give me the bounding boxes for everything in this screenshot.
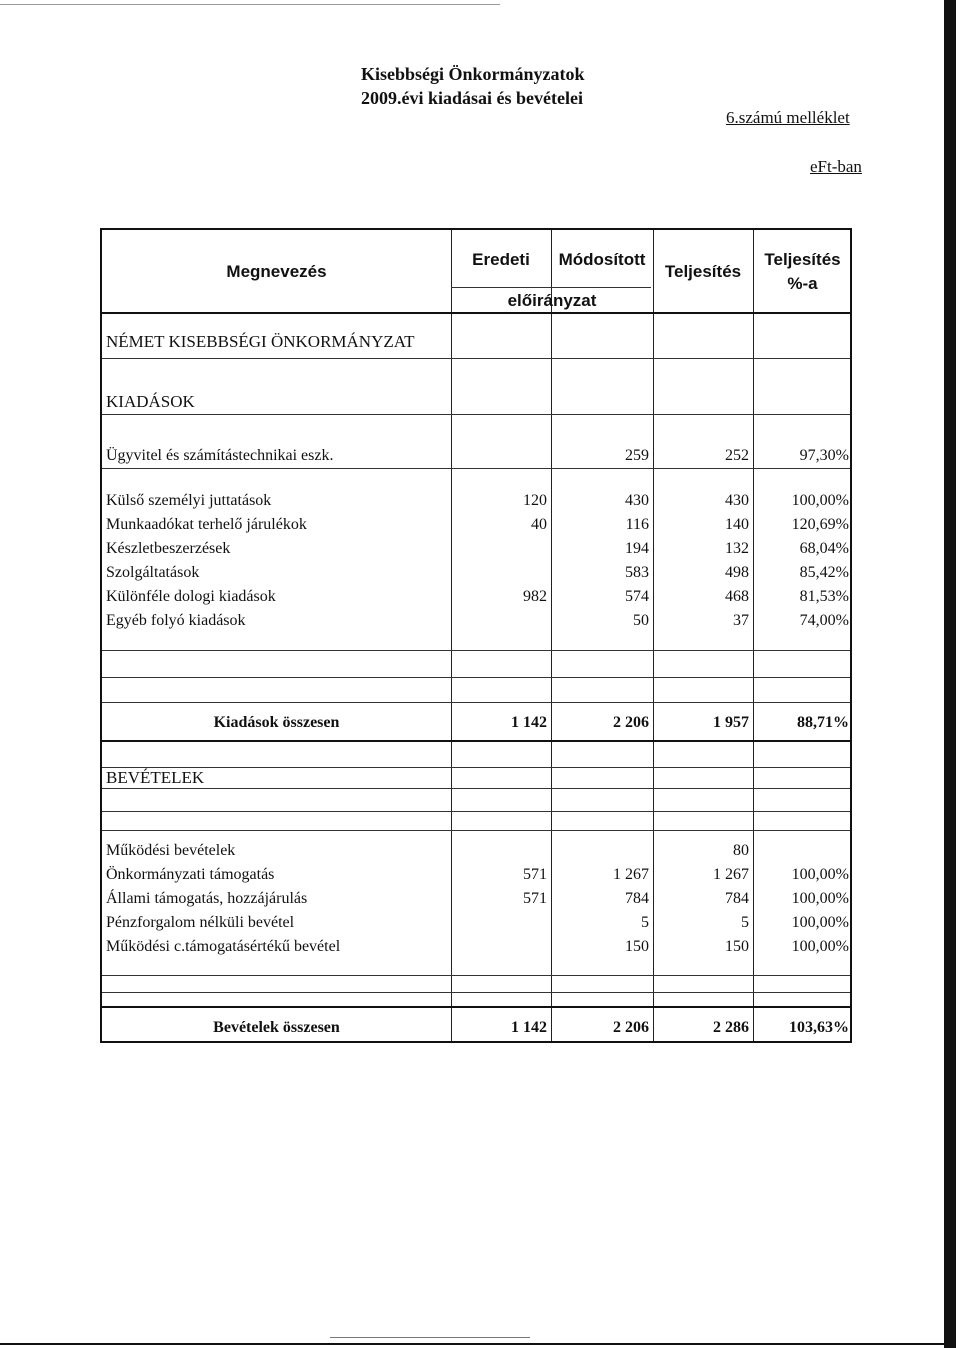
row-performance: 430: [725, 492, 749, 509]
budget-table: [100, 228, 852, 1043]
row-line: [102, 767, 850, 768]
row-performance: 132: [725, 540, 749, 557]
row-pct: 100,00%: [791, 914, 849, 931]
row-pct: 97,30%: [799, 447, 849, 464]
expenses-heading: KIADÁSOK: [106, 392, 195, 411]
row-original: 982: [523, 588, 547, 605]
row-performance: 150: [725, 938, 749, 955]
col-header-appropriation: előirányzat: [507, 291, 597, 310]
row-pct: 100,00%: [791, 938, 849, 955]
total-modified: 2 206: [613, 1019, 649, 1036]
row-performance: 1 267: [713, 866, 749, 883]
row-pct: 120,69%: [791, 516, 849, 533]
row-pct: 81,53%: [799, 588, 849, 605]
total-original: 1 142: [511, 714, 547, 731]
total-name: Bevételek összesen: [213, 1019, 340, 1036]
row-performance: 468: [725, 588, 749, 605]
total-performance: 1 957: [713, 714, 749, 731]
revenues-heading: BEVÉTELEK: [106, 768, 205, 787]
row-name: Ügyvitel és számítástechnikai eszk.: [106, 447, 334, 464]
row-line: [102, 1006, 850, 1008]
row-performance: 140: [725, 516, 749, 533]
row-modified: 259: [625, 447, 649, 464]
total-pct: 103,63%: [789, 1019, 849, 1036]
org-name: NÉMET KISEBBSÉGI ÖNKORMÁNYZAT: [106, 332, 415, 351]
header-bottom-line: [102, 312, 850, 314]
row-line: [102, 992, 850, 993]
row-name: Készletbeszerzések: [106, 540, 231, 557]
row-line: [102, 830, 850, 831]
row-name: Önkormányzati támogatás: [106, 866, 275, 883]
unit-label: eFt-ban: [810, 157, 862, 176]
row-modified: 50: [633, 612, 649, 629]
row-performance: 5: [741, 914, 749, 931]
row-modified: 116: [625, 516, 649, 533]
row-performance: 37: [733, 612, 749, 629]
row-modified: 574: [625, 588, 649, 605]
row-name: Munkaadókat terhelő járulékok: [106, 516, 307, 533]
row-line: [102, 811, 850, 812]
col-header-pct-1: Teljesítés: [764, 250, 841, 269]
row-pct: 68,04%: [799, 540, 849, 557]
total-pct: 88,71%: [797, 714, 849, 731]
row-modified: 1 267: [613, 866, 649, 883]
row-line: [102, 414, 850, 415]
row-modified: 5: [641, 914, 649, 931]
document-title: [361, 62, 585, 110]
row-pct: 74,00%: [799, 612, 849, 629]
row-modified: 784: [625, 890, 649, 907]
row-name: Külső személyi juttatások: [106, 492, 272, 509]
row-performance: 784: [725, 890, 749, 907]
annex-label: 6.számú melléklet: [726, 108, 850, 127]
row-line: [102, 468, 850, 469]
row-modified: 150: [625, 938, 649, 955]
scan-bottom-mark: [330, 1337, 530, 1338]
col-header-pct-2: %-a: [787, 274, 818, 293]
row-pct: 100,00%: [791, 890, 849, 907]
row-name: Szolgáltatások: [106, 564, 200, 581]
scan-bottom-edge: [0, 1343, 948, 1345]
total-name: Kiadások összesen: [213, 714, 340, 731]
row-line: [102, 650, 850, 651]
total-performance: 2 286: [713, 1019, 749, 1036]
row-original: 120: [523, 492, 547, 509]
row-name: Állami támogatás, hozzájárulás: [106, 890, 308, 907]
row-name: Egyéb folyó kiadások: [106, 612, 246, 629]
row-name: Pénzforgalom nélküli bevétel: [106, 914, 295, 931]
row-performance: 498: [725, 564, 749, 581]
row-modified: 583: [625, 564, 649, 581]
row-line: [102, 358, 850, 359]
row-line: [102, 677, 850, 678]
row-original: 571: [523, 890, 547, 907]
row-performance: 252: [725, 447, 749, 464]
total-original: 1 142: [511, 1019, 547, 1036]
col-header-performance: Teljesítés: [664, 262, 742, 281]
row-line: [102, 788, 850, 789]
row-modified: 194: [625, 540, 649, 557]
col-divider-1: [451, 230, 452, 1041]
row-name: Működési bevételek: [106, 842, 236, 859]
row-line: [102, 975, 850, 976]
total-modified: 2 206: [613, 714, 649, 731]
col-header-original: Eredeti: [472, 250, 530, 269]
row-line: [102, 702, 850, 703]
title-line-2: 2009.évi kiadásai és bevételei: [361, 88, 583, 108]
scan-right-edge: [944, 0, 956, 1348]
row-performance: 80: [733, 842, 749, 859]
title-line-1: Kisebbségi Önkormányzatok: [361, 64, 585, 84]
row-line: [102, 740, 850, 742]
row-pct: 100,00%: [791, 492, 849, 509]
header-subline: [451, 287, 651, 288]
col-header-modified: Módosított: [558, 250, 646, 269]
row-original: 571: [523, 866, 547, 883]
row-name: Különféle dologi kiadások: [106, 588, 276, 605]
col-header-name: Megnevezés: [226, 262, 327, 281]
row-modified: 430: [625, 492, 649, 509]
row-original: 40: [531, 516, 547, 533]
row-pct: 85,42%: [799, 564, 849, 581]
row-name: Működési c.támogatásértékű bevétel: [106, 938, 341, 955]
scan-top-line: [0, 4, 500, 5]
row-pct: 100,00%: [791, 866, 849, 883]
